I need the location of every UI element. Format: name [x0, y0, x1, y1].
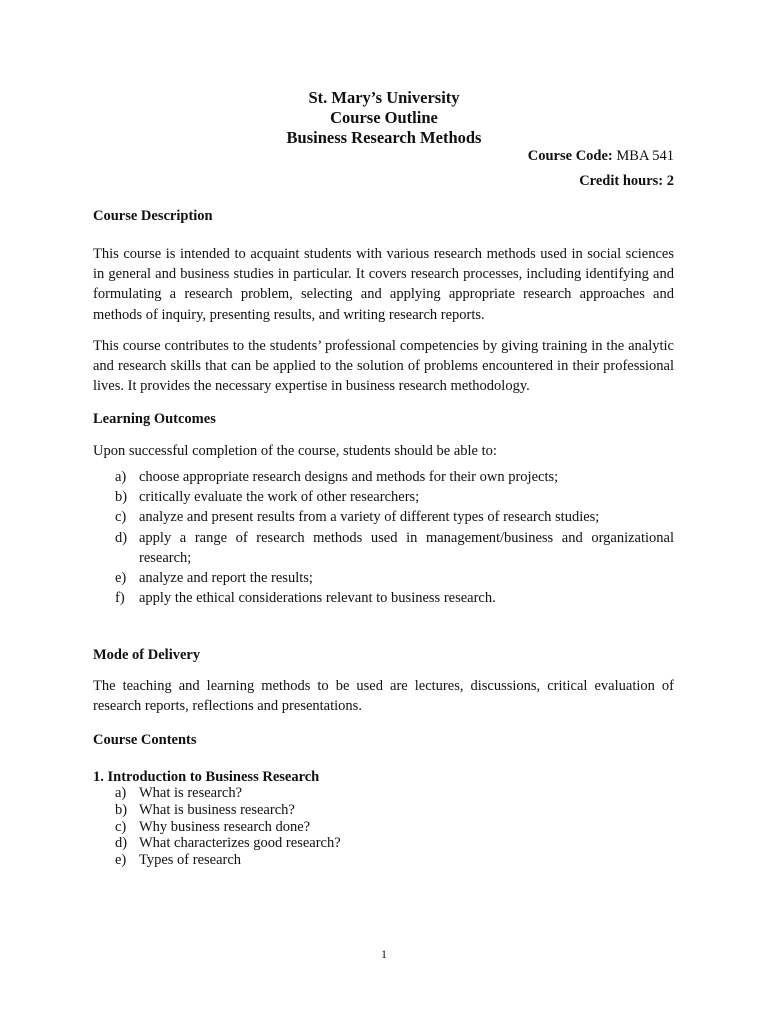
list-item-text: apply a range of research methods used in management/business and organizational research;	[139, 529, 674, 566]
list-item-text: What is business research?	[139, 801, 295, 818]
course-code-value: MBA 541	[616, 148, 674, 164]
list-item	[93, 802, 674, 819]
list-item	[93, 785, 674, 802]
credit-hours-label: Credit hours: 2	[579, 173, 674, 189]
list-marker: a)	[115, 785, 127, 801]
list-item	[93, 852, 674, 869]
list-item-text: choose appropriate research designs and methods for their own projects;	[139, 469, 559, 485]
list-item	[93, 467, 674, 487]
list-item-text: critically evaluate the work of other researchers;	[139, 489, 420, 506]
list-item-text: What is research?	[139, 785, 243, 801]
list-item-text: analyze and present results from a variety of different types of research studies;	[139, 509, 600, 526]
contents-list	[93, 785, 674, 869]
page-number: 1	[381, 947, 387, 961]
learning-outcomes-heading: Learning Outcomes	[93, 411, 216, 427]
credit-hours	[579, 172, 674, 190]
outcomes-intro: Upon successful completion of the course, students should be able to:	[93, 443, 497, 459]
list-item	[93, 487, 674, 507]
document-type: Course Outline	[330, 108, 438, 127]
list-item-text: apply the ethical considerations relevant to business research.	[139, 590, 496, 607]
list-item-text: What characterizes good research?	[139, 835, 341, 852]
list-marker: c)	[115, 509, 127, 526]
course-contents-heading: Course Contents	[93, 732, 197, 748]
list-marker: b)	[115, 801, 128, 818]
mode-of-delivery-heading: Mode of Delivery	[93, 647, 201, 663]
list-item	[93, 835, 674, 852]
description-paragraph-2: This course contributes to the students’ professional competencies by giving training in the analytic and research skills that can be applied to the solution of problems encountered in their professional lives. It provides the necessary expertise in business research methodology.	[93, 338, 674, 395]
list-item	[93, 568, 674, 588]
list-item-text: Why business research done?	[139, 818, 311, 835]
course-code-label: Course Code:	[527, 148, 613, 164]
list-marker: c)	[115, 818, 127, 835]
list-marker: e)	[115, 852, 127, 869]
list-marker: f)	[115, 590, 125, 607]
course-title: Business Research Methods	[286, 128, 482, 147]
list-item	[93, 588, 674, 608]
list-marker: e)	[115, 570, 127, 587]
list-marker: d)	[115, 529, 128, 546]
list-item	[93, 528, 674, 568]
outcomes-list	[93, 467, 674, 608]
title-block	[0, 88, 768, 148]
description-paragraph-1: This course is intended to acquaint students with various research methods used in social sciences in general and business studies in particular. It covers research processes, including identifying and formulating a research problem, selecting and applying appropriate research approaches and methods of inquiry, presenting results, and writing research reports.	[93, 246, 674, 323]
list-item	[93, 507, 674, 527]
course-code	[528, 147, 674, 165]
list-marker: b)	[115, 489, 128, 506]
list-item-text: analyze and report the results;	[139, 570, 313, 587]
list-item	[93, 819, 674, 836]
list-marker: d)	[115, 835, 128, 852]
delivery-paragraph: The teaching and learning methods to be used are lectures, discussions, critical evaluation of research reports, reflections and presentations.	[93, 678, 674, 715]
list-item-text: Types of research	[139, 852, 242, 869]
course-description-heading: Course Description	[93, 208, 213, 224]
list-marker: a)	[115, 469, 127, 485]
university-name: St. Mary’s University	[308, 88, 460, 107]
contents-section-title: 1. Introduction to Business Research	[93, 769, 320, 785]
